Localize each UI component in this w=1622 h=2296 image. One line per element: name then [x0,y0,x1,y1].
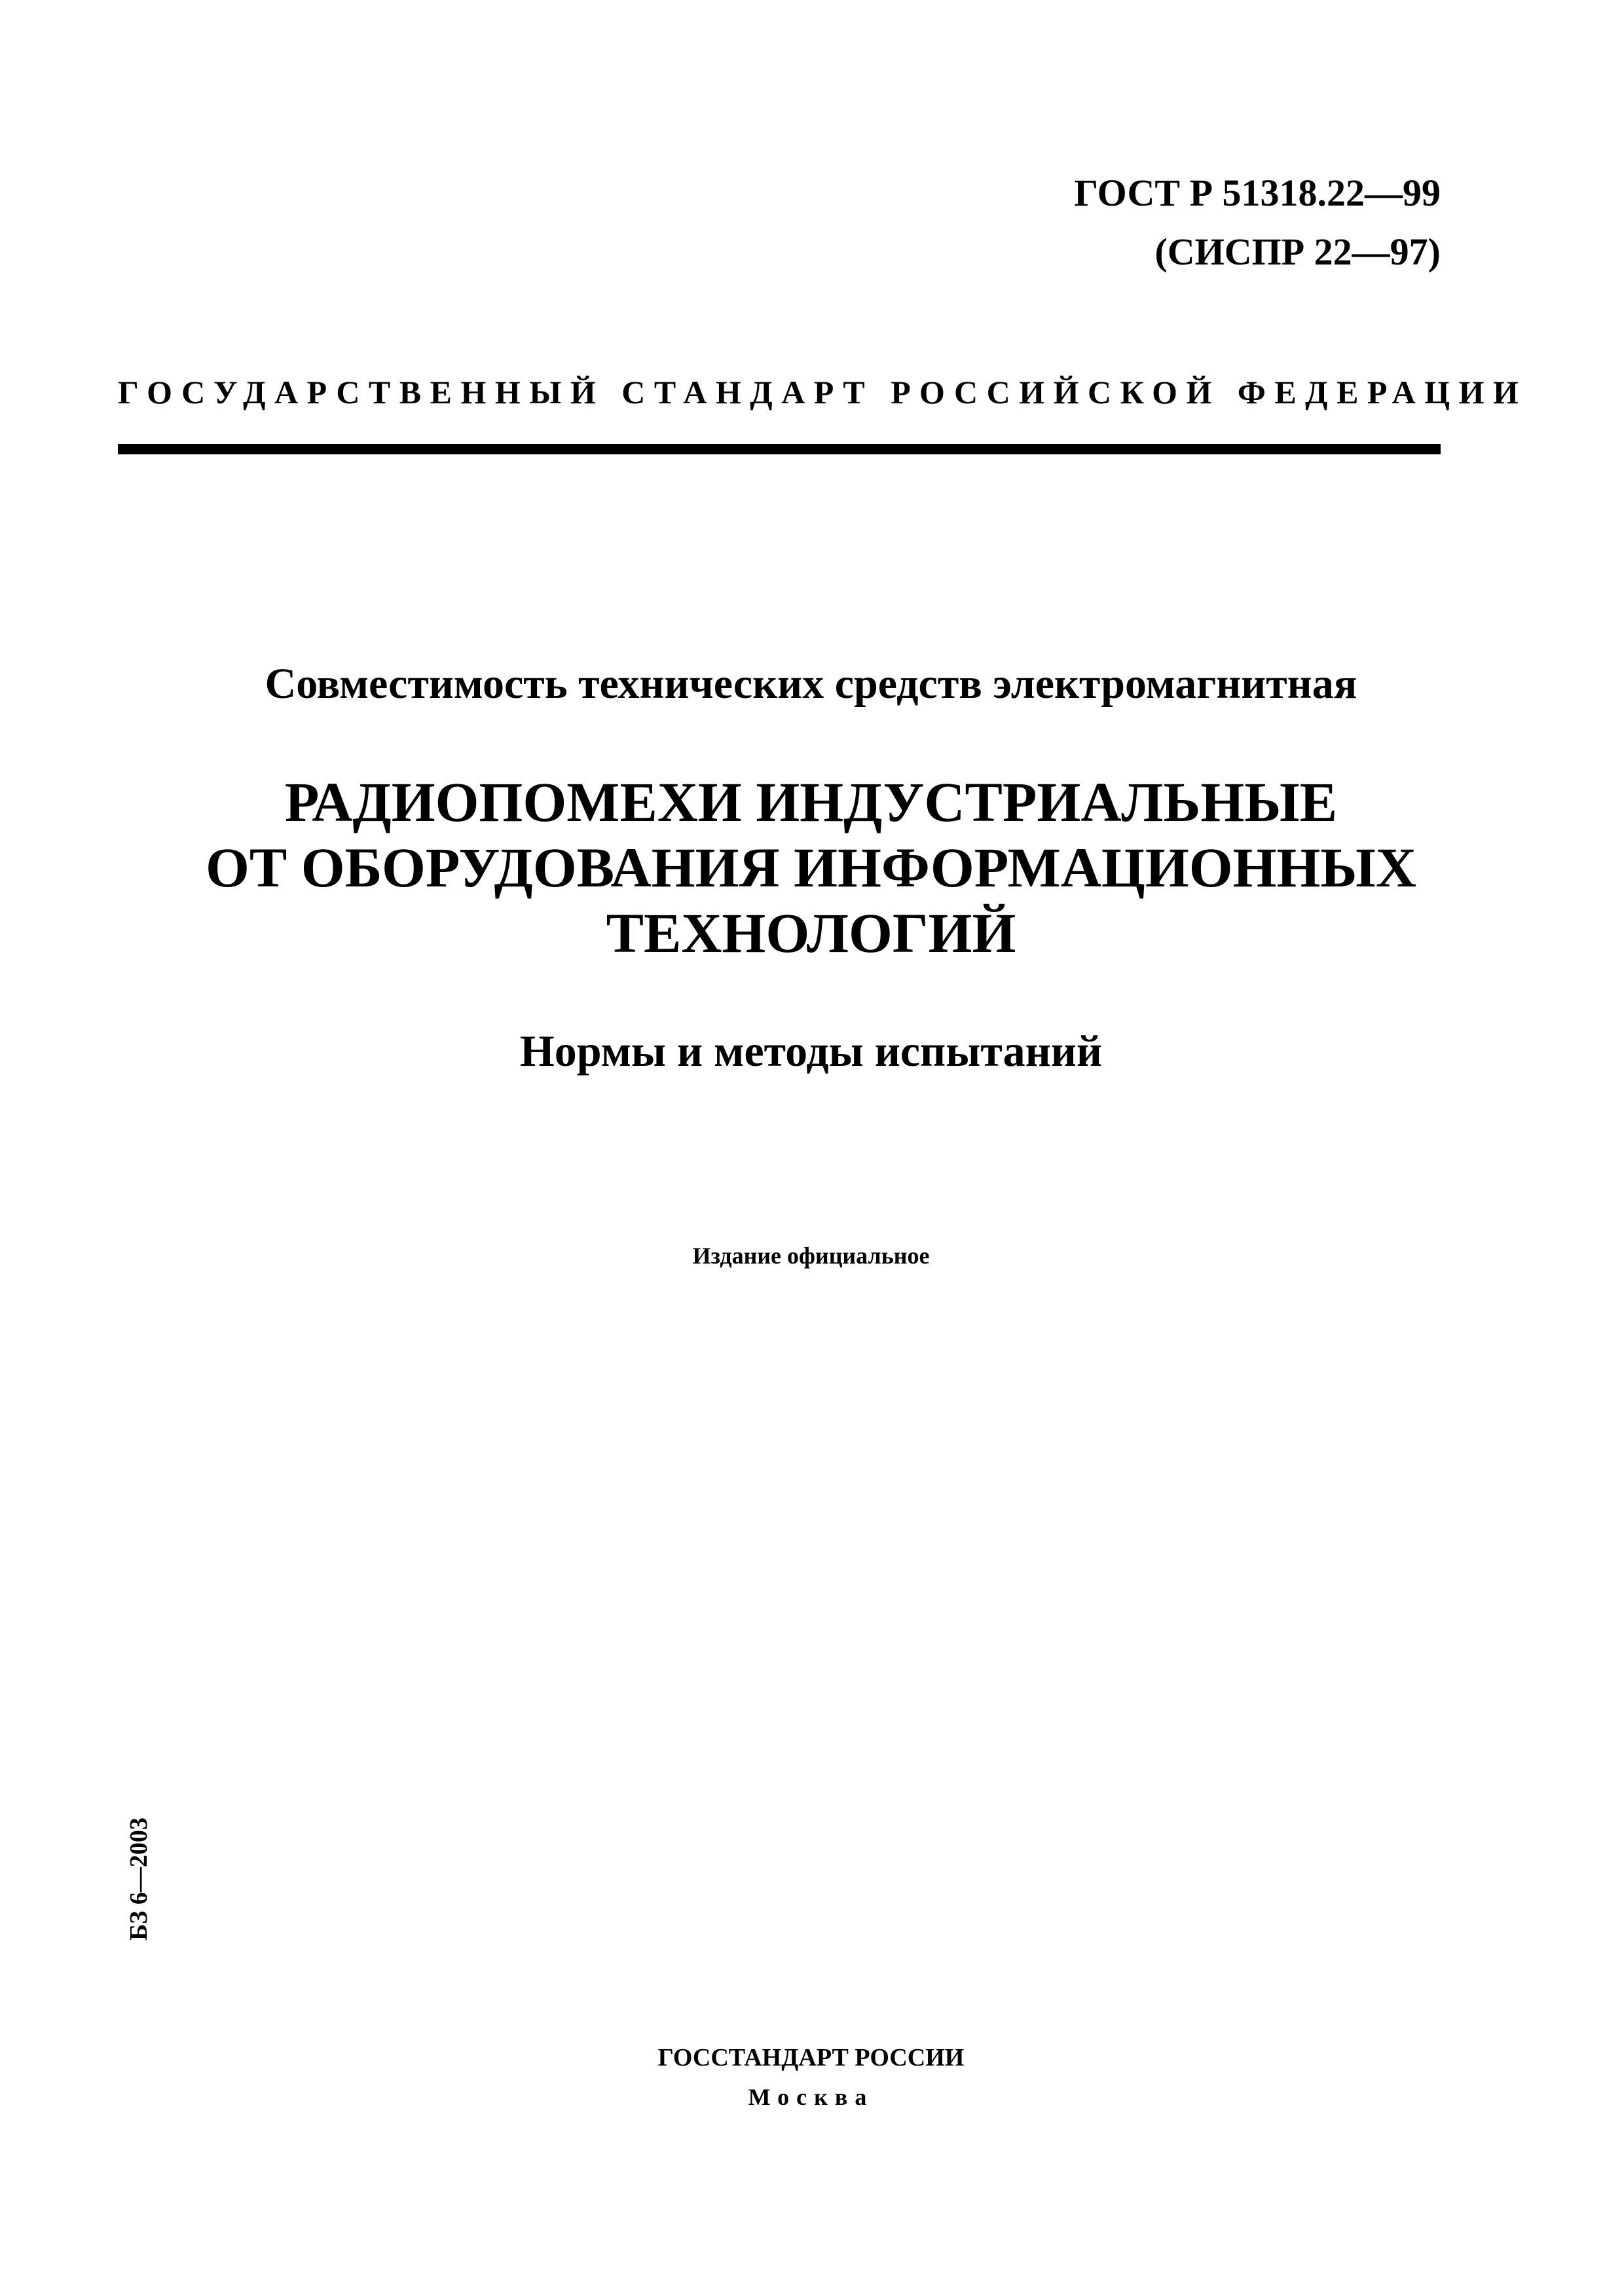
main-title [0,769,1622,966]
city: Москва [748,2084,874,2110]
main-title-line: ТЕХНОЛОГИЙ [606,902,1016,964]
edition-note: Издание официальное [692,1243,930,1269]
side-code: БЗ 6—2003 [125,1817,153,1941]
subtitle: Нормы и методы испытаний [519,1026,1103,1076]
main-title-line: ОТ ОБОРУДОВАНИЯ ИНФОРМАЦИОННЫХ [206,836,1416,899]
header-divider [118,444,1441,454]
main-title-line: РАДИОПОМЕХИ ИНДУСТРИАЛЬНЫЕ [284,771,1338,833]
subject-title: Совместимость технических средств электромагнитная [265,660,1357,708]
gost-number: ГОСТ Р 51318.22—99 [1074,172,1441,214]
publisher: ГОССТАНДАРТ РОССИИ [657,2044,965,2071]
cispr-number: (СИСПР 22—97) [1154,230,1441,273]
state-standard-heading: ГОСУДАРСТВЕННЫЙ СТАНДАРТ РОССИЙСКОЙ ФЕДЕРАЦИИ [118,374,1528,410]
standard-designation [1074,164,1441,282]
